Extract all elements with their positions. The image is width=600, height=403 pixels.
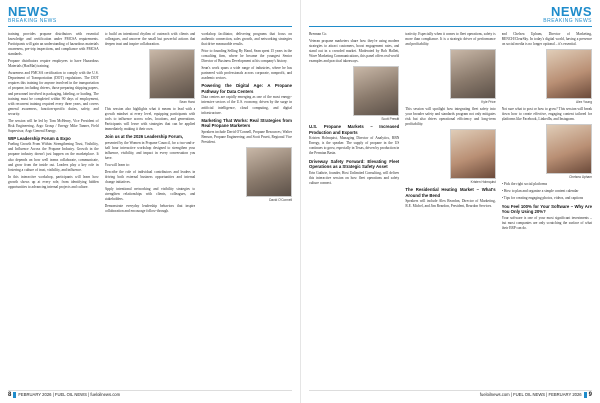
body-paragraph: Kristen Holmquist, Managing Director of Analytics, RBN Energy, is the speaker. The supply of propane in the US continues to grow, especially in Texas, driven by production in the Permian Basin. xyxy=(309,136,400,156)
left-section-subtitle: BREAKING NEWS xyxy=(8,18,57,24)
body-paragraph: Erin Guthrie, founder, Host Unlimited Consulting, will deliver this interactive session on how fleet operations and safety culture connect. xyxy=(309,170,400,185)
right-column-3 xyxy=(502,32,592,389)
article-heading: Powering the Digital Age: A Propane Pathway for Data Centers xyxy=(201,83,293,94)
right-header-rule xyxy=(309,26,592,27)
body-paragraph: Brennan Co. xyxy=(309,32,328,36)
photo-caption: Kyle Price xyxy=(481,100,496,105)
body-paragraph: Veteran propane marketers share how they're using modern strategies to attract customers, boost engagement rates, and stand out in a crowded market. Moderated by Bob Hallett, Wave Marketing Communications, this panel offers real-world examples and practical takeaways. xyxy=(309,39,400,64)
article-heading: Join us at the 2026 Leadership Forum, xyxy=(104,134,183,140)
right-column-2 xyxy=(405,32,495,389)
right-folio-text: fueloilnews.com | FUEL OIL NEWS | FEBRUARY 2026 xyxy=(479,392,582,398)
article-heading: WIP Leadership Forum & Expo xyxy=(8,135,71,141)
body-paragraph: This session will spotlight how integrating fleet safety into your broader safety and standards program not only mitigates risk but also drives operational efficiency and long-term profitability. xyxy=(405,107,496,127)
article-heading: The Residential Heating Market – What's Around the Bend xyxy=(405,187,496,198)
headshot-photo xyxy=(450,49,496,99)
left-column-1 xyxy=(8,32,99,389)
body-paragraph: Demonstrate everyday leadership behaviors that inspire collaboration and encourage follow-through. xyxy=(104,204,196,214)
body-paragraph: and Chelsea Upham, Director of Marketing, BENCH/ClearSky. In today's digital world, having a presence on social media is no longer optional – it's essential. xyxy=(501,32,592,47)
left-columns xyxy=(8,32,292,389)
photo-caption: Scott Prewitt xyxy=(381,117,400,122)
body-paragraph: • How to plan and organize a simple content calendar xyxy=(501,189,579,194)
right-section-subtitle: BREAKING NEWS xyxy=(543,18,592,24)
left-header xyxy=(8,4,292,30)
body-paragraph: workshop facilitator, delivering programs that focus on authentic connection, sales growth, and networking strategies that drive measurable results. xyxy=(201,32,293,47)
photo-caption: Alex Young xyxy=(576,100,592,105)
headshot-photo xyxy=(353,66,399,116)
right-page-number: 9 xyxy=(588,392,592,399)
right-header xyxy=(309,4,592,30)
photo-caption: David O'Connell xyxy=(269,197,293,202)
left-header-rule xyxy=(8,26,292,27)
right-page xyxy=(300,0,600,403)
article-heading: U.S. Propane Markets – Increased Production and Exports xyxy=(309,124,400,135)
left-section-title: NEWS xyxy=(8,4,49,19)
body-paragraph: Describe the role of individual contributors and leaders in driving both external business opportunities and internal change initiatives. xyxy=(104,170,196,185)
article-heading: You Feel 100% for Your Software – Why Are You Only Using 20%? xyxy=(501,203,592,215)
left-folio-text: FEBRUARY 2026 | FUEL OIL NEWS | fueloilnews.com xyxy=(18,392,121,398)
headshot-photo xyxy=(546,49,592,99)
right-section-title: NEWS xyxy=(551,4,592,19)
body-paragraph: training provides propane distributors with essential knowledge and certification under FMCSA requirements. Participants will gain an understanding of hazardous materials awareness, pre-trip inspections, and compliance with FMCSA standards. xyxy=(8,32,99,57)
article-heading: Marketing That Works: Real Strategies from Real Propane Marketers xyxy=(201,117,293,129)
left-column-2 xyxy=(105,32,196,389)
body-paragraph: Not sure what to post or how to grow? This session will break down how to create effective, engaging content tailored for platforms like Facebook, LinkedIn, and Instagram. xyxy=(501,107,592,122)
body-paragraph: Data centers are rapidly emerging as one of the most energy-intensive sectors of the U.S. economy, driven by the surge in artificial intelligence, cloud computing, and digital infrastructure. xyxy=(201,95,293,115)
body-paragraph: In this interactive workshop, participants will learn how growth shows up at every role, from identifying hidden opportunities to advancing internal projects and culture. xyxy=(8,174,99,189)
right-columns xyxy=(309,32,592,389)
body-paragraph: Fueling Growth From Within: Strengthening Trust, Visibility, and Influence Across the Propane Industry. Growth in the propane industry doesn't just happen on the marketplace. It also depends on how well teams collaborate, communicate, and grow from the inside out. Leaders play a key role in fostering a culture of trust, visibility, and influence. xyxy=(8,142,99,172)
body-paragraph: Your software is one of your most significant investments – but most companies are only scratching the surface of what their ERP can do. xyxy=(501,215,592,230)
body-paragraph: • Tips for creating engaging photos, videos, and captions xyxy=(501,196,584,201)
article-heading: Driveway Safety Forward: Elevating Fleet Operations as a Strategic Safety Asset xyxy=(309,158,400,170)
headshot-photo xyxy=(546,124,592,174)
left-column-3 xyxy=(201,32,292,389)
body-paragraph: • Pick the right social platforms xyxy=(501,182,548,187)
photo-caption: Sean Hand xyxy=(179,100,196,105)
body-paragraph: Speakers include David O'Connell, Propane Resources; Walter Benson, Propane Engineering; and Scott Pruett, Regional Vice President. xyxy=(201,129,293,144)
body-paragraph: You will learn to: xyxy=(104,163,130,168)
photo-caption: Chelsea Upham xyxy=(569,175,592,180)
body-paragraph: Awareness and FMCSA certification to comply with the U.S. Department of Transportation (DOT) regulations. The DOT requires this training for anyone involved in the transportation of propane, including drivers, those preparing shipping papers, and personnel involved in packaging, labeling, or loading. The training must be completed within 90 days of employment, with recurrent training required every three years, and covers general awareness, function-specific duties, safety, and security. xyxy=(8,71,99,116)
body-paragraph: Propane distributors require employees to have Hazardous Materials (HazMat) training. xyxy=(8,59,99,69)
right-column-1 xyxy=(309,32,399,389)
body-paragraph: The session will be led by Tom McHenry, Vice President of Risk Engineering, Argo Group / Energy Mike Tanner, Field Supervisor, Argo General Energy. xyxy=(8,118,99,133)
body-paragraph: trativity. Especially when it comes to fleet operations, safety is more than compliance. It is a strategic driver of performance and profitability. xyxy=(405,32,496,47)
headshot-photo xyxy=(149,49,195,99)
body-paragraph: This session also highlights what it means to lead with a growth mindset at every level, equipping participants with tools to influence across roles, locations, and generations. Participants will leave with strategies that can be applied immediately, making it their own. xyxy=(104,107,196,132)
headshot-photo xyxy=(246,147,292,197)
body-paragraph: Prior to founding Selling By Hand, Sean spent 15 years in the consulting firm, where he became the youngest Senior Director of Business Development at his company's history. xyxy=(201,49,293,64)
photo-caption: Kristen Holmquist xyxy=(470,180,496,185)
right-folio xyxy=(309,390,592,400)
left-page-number: 8 xyxy=(8,392,12,399)
body-paragraph: to build an intentional rhythm of outreach with clients and colleagues, and uncover the small but powerful actions that deepen trust and inspire collaboration. xyxy=(104,32,196,47)
left-folio xyxy=(8,390,292,400)
body-paragraph: Apply intentional networking and visibility strategies to strengthen relationships with clients, colleagues, and stakeholders. xyxy=(104,187,196,202)
headshot-photo xyxy=(450,129,496,179)
body-paragraph: Sean's work spans a wide range of industries, where he has partnered with professionals across corporate, nonprofit, and academic sectors. xyxy=(201,66,293,81)
body-paragraph: Speakers will include Alex Reardon, Director of Marketing, R.E. Michel, and Jim Reardon, President, Reardon Services. xyxy=(405,199,496,209)
body-paragraph: presented by the Women in Propane Council, for a two-and-a-half hour interactive workshop designed to strengthen your influence, visibility, and impact in every conversation you have. xyxy=(104,140,196,161)
